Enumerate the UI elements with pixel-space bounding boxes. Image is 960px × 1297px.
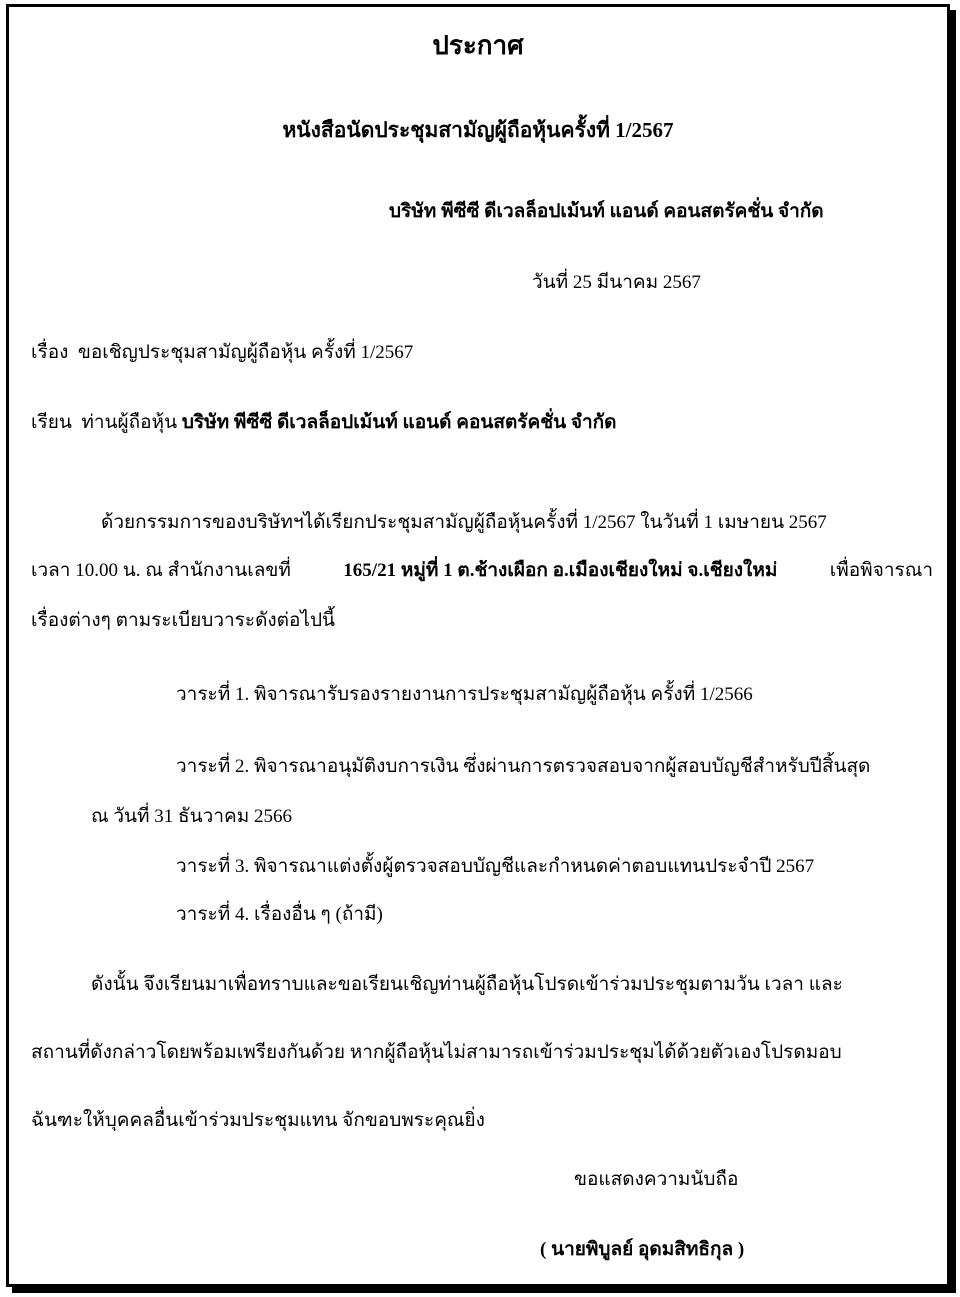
agenda-item-2-continuation: ณ วันที่ 31 ธันวาคม 2566	[91, 806, 292, 827]
office-address: 165/21 หมู่ที่ 1 ต.ช้างเผือก อ.เมืองเชียงใหม่ จ.เชียงใหม่	[343, 560, 778, 581]
body-time-place: เวลา 10.00 น. ณ สำนักงานเลขที่	[31, 560, 291, 581]
company-name: บริษัท พีซีซี ดีเวลล็อปเม้นท์ แอนด์ คอนสตรัคชั่น จำกัด	[389, 201, 824, 222]
subject-line	[31, 340, 413, 366]
agenda-item-1: วาระที่ 1. พิจารณารับรองรายงานการประชุมสามัญผู้ถือหุ้น ครั้งที่ 1/2566	[176, 684, 753, 705]
recipient-company: บริษัท พีซีซี ดีเวลล็อปเม้นท์ แอนด์ คอนสตรัคชั่น จำกัด	[181, 412, 617, 433]
body-purpose: เพื่อพิจารณา	[829, 560, 933, 581]
document-page	[6, 4, 950, 1287]
agenda-item-2: วาระที่ 2. พิจารณาอนุมัติงบการเงิน ซึ่งผ่านการตรวจสอบจากผู้สอบบัญชีสำหรับปีสิ้นสุด	[176, 756, 871, 777]
signer-name: ( นายพิบูลย์ อุดมสิทธิกุล )	[540, 1239, 745, 1260]
document-date: วันที่ 25 มีนาคม 2567	[532, 272, 701, 293]
recipient-prefix: ท่านผู้ถือหุ้น	[81, 412, 178, 433]
subject-label: เรื่อง	[31, 342, 69, 363]
recipient-line	[31, 410, 616, 436]
body-line-2	[31, 558, 933, 584]
body-line-3: เรื่องต่างๆ ตามระเบียบวาระดังต่อไปนี้	[31, 610, 336, 631]
announcement-heading: ประกาศ	[432, 31, 524, 60]
agenda-item-3: วาระที่ 3. พิจารณาแต่งตั้งผู้ตรวจสอบบัญชีและกำหนดค่าตอบแทนประจำปี 2567	[176, 856, 815, 877]
meeting-notice-title: หนังสือนัดประชุมสามัญผู้ถือหุ้นครั้งที่ 1/2567	[282, 118, 674, 142]
subject-text: ขอเชิญประชุมสามัญผู้ถือหุ้น ครั้งที่ 1/2567	[77, 342, 414, 363]
closing-line-3: ฉันฑะให้บุคคลอื่นเข้าร่วมประชุมแทน จักขอบพระคุณยิ่ง	[31, 1110, 485, 1131]
recipient-label: เรียน	[31, 412, 72, 433]
closing-line-1: ดังนั้น จึงเรียนมาเพื่อทราบและขอเรียนเชิญท่านผู้ถือหุ้นโปรดเข้าร่วมประชุมตามวัน เวลา และ	[91, 974, 843, 995]
closing-line-2: สถานที่ดังกล่าวโดยพร้อมเพรียงกันด้วย หากผู้ถือหุ้นไม่สามารถเข้าร่วมประชุมได้ด้วยตัวเองโปรดมอบ	[31, 1042, 842, 1063]
agenda-item-4: วาระที่ 4. เรื่องอื่น ๆ (ถ้ามี)	[176, 904, 383, 925]
body-line-1: ด้วยกรรมการของบริษัทฯได้เรียกประชุมสามัญผู้ถือหุ้นครั้งที่ 1/2567 ในวันที่ 1 เมษายน 2567	[101, 512, 827, 533]
signoff: ขอแสดงความนับถือ	[574, 1169, 739, 1190]
